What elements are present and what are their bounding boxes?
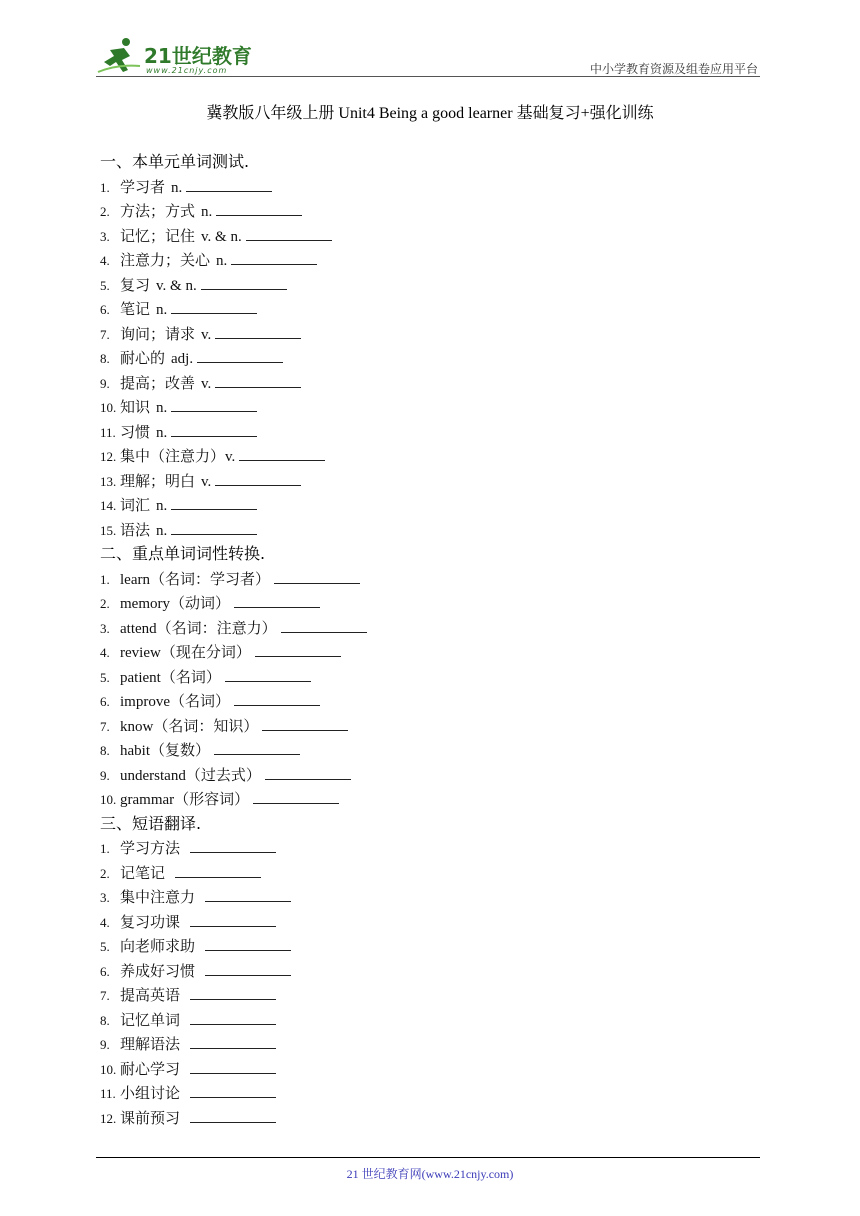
answer-blank[interactable] xyxy=(253,789,339,804)
list-item: 8. habit（复数） xyxy=(100,738,760,763)
answer-blank[interactable] xyxy=(274,569,360,584)
footer-link[interactable]: 21 世纪教育网(www.21cnjy.com) xyxy=(346,1167,514,1181)
page-header xyxy=(96,34,760,78)
answer-blank[interactable] xyxy=(190,1108,276,1123)
answer-blank[interactable] xyxy=(234,593,320,608)
list-item: 5. patient（名词） xyxy=(100,665,760,690)
list-item: 2. memory（动词） xyxy=(100,591,760,616)
list-item: 6. 养成好习惯 xyxy=(100,959,760,984)
answer-blank[interactable] xyxy=(190,1059,276,1074)
answer-blank[interactable] xyxy=(262,716,348,731)
list-item: 9. 提高；改善 v. xyxy=(100,371,760,396)
answer-blank[interactable] xyxy=(190,1083,276,1098)
answer-blank[interactable] xyxy=(197,348,283,363)
answer-blank[interactable] xyxy=(190,912,276,927)
list-item: 11. 小组讨论 xyxy=(100,1081,760,1106)
header-divider xyxy=(96,76,760,77)
answer-blank[interactable] xyxy=(205,936,291,951)
page-title: 冀教版八年级上册 Unit4 Being a good learner 基础复习+强化训练 xyxy=(206,105,654,122)
list-item: 4. 注意力；关心 n. xyxy=(100,248,760,273)
answer-blank[interactable] xyxy=(281,618,367,633)
platform-label: 中小学教育资源及组卷应用平台 xyxy=(589,62,758,76)
logo xyxy=(96,36,276,76)
section-heading: 一、本单元单词测试. xyxy=(100,152,250,171)
list-item: 12. 课前预习 xyxy=(100,1106,760,1131)
list-item: 2. 方法；方式 n. xyxy=(100,199,760,224)
worksheet-content xyxy=(100,150,760,1130)
answer-blank[interactable] xyxy=(190,838,276,853)
list-item: 4. 复习功课 xyxy=(100,910,760,935)
answer-blank[interactable] xyxy=(190,985,276,1000)
list-item: 12. 集中（注意力）v. xyxy=(100,444,760,469)
answer-blank[interactable] xyxy=(175,863,261,878)
list-item: 7. 询问；请求 v. xyxy=(100,322,760,347)
answer-blank[interactable] xyxy=(205,887,291,902)
list-item: 13. 理解；明白 v. xyxy=(100,469,760,494)
list-item: 5. 复习 v. & n. xyxy=(100,273,760,298)
list-item: 6. improve（名词） xyxy=(100,689,760,714)
list-item: 5. 向老师求助 xyxy=(100,934,760,959)
answer-blank[interactable] xyxy=(171,299,257,314)
answer-blank[interactable] xyxy=(255,642,341,657)
list-item: 8. 耐心的 adj. xyxy=(100,346,760,371)
list-item: 1. 学习方法 xyxy=(100,836,760,861)
list-item: 15. 语法 n. xyxy=(100,518,760,543)
answer-blank[interactable] xyxy=(215,471,301,486)
answer-blank[interactable] xyxy=(171,495,257,510)
answer-blank[interactable] xyxy=(239,446,325,461)
section-heading: 二、重点单词词性转换. xyxy=(100,544,266,563)
answer-blank[interactable] xyxy=(215,373,301,388)
answer-blank[interactable] xyxy=(205,961,291,976)
runner-logo-icon xyxy=(96,36,142,76)
answer-blank[interactable] xyxy=(171,397,257,412)
answer-blank[interactable] xyxy=(214,740,300,755)
answer-blank[interactable] xyxy=(234,691,320,706)
answer-blank[interactable] xyxy=(201,275,287,290)
answer-blank[interactable] xyxy=(171,422,257,437)
list-item: 3. attend（名词：注意力） xyxy=(100,616,760,641)
answer-blank[interactable] xyxy=(265,765,351,780)
list-item: 9. 理解语法 xyxy=(100,1032,760,1057)
footer-divider xyxy=(96,1157,760,1158)
logo-text: 21世纪教育 xyxy=(144,44,252,68)
list-item: 3. 集中注意力 xyxy=(100,885,760,910)
list-item: 10. 知识 n. xyxy=(100,395,760,420)
answer-blank[interactable] xyxy=(246,226,332,241)
answer-blank[interactable] xyxy=(171,520,257,535)
section-heading: 三、短语翻译. xyxy=(100,813,202,833)
answer-blank[interactable] xyxy=(231,250,317,265)
list-item: 2. 记笔记 xyxy=(100,861,760,886)
list-item: 1. learn（名词：学习者） xyxy=(100,567,760,592)
logo-url: www.21cnjy.com xyxy=(146,66,228,75)
list-item: 9. understand（过去式） xyxy=(100,763,760,788)
list-item: 10. 耐心学习 xyxy=(100,1057,760,1082)
list-item: 7. 提高英语 xyxy=(100,983,760,1008)
list-item: 7. know（名词：知识） xyxy=(100,714,760,739)
list-item: 14. 词汇 n. xyxy=(100,493,760,518)
list-item: 6. 笔记 n. xyxy=(100,297,760,322)
list-item: 10. grammar（形容词） xyxy=(100,787,760,812)
list-item: 3. 记忆；记住 v. & n. xyxy=(100,224,760,249)
answer-blank[interactable] xyxy=(225,667,311,682)
answer-blank[interactable] xyxy=(190,1034,276,1049)
list-item: 11. 习惯 n. xyxy=(100,420,760,445)
list-item: 4. review（现在分词） xyxy=(100,640,760,665)
answer-blank[interactable] xyxy=(190,1010,276,1025)
answer-blank[interactable] xyxy=(216,201,302,216)
answer-blank[interactable] xyxy=(186,177,272,192)
list-item: 8. 记忆单词 xyxy=(100,1008,760,1033)
list-item: 1. 学习者 n. xyxy=(100,175,760,200)
answer-blank[interactable] xyxy=(215,324,301,339)
